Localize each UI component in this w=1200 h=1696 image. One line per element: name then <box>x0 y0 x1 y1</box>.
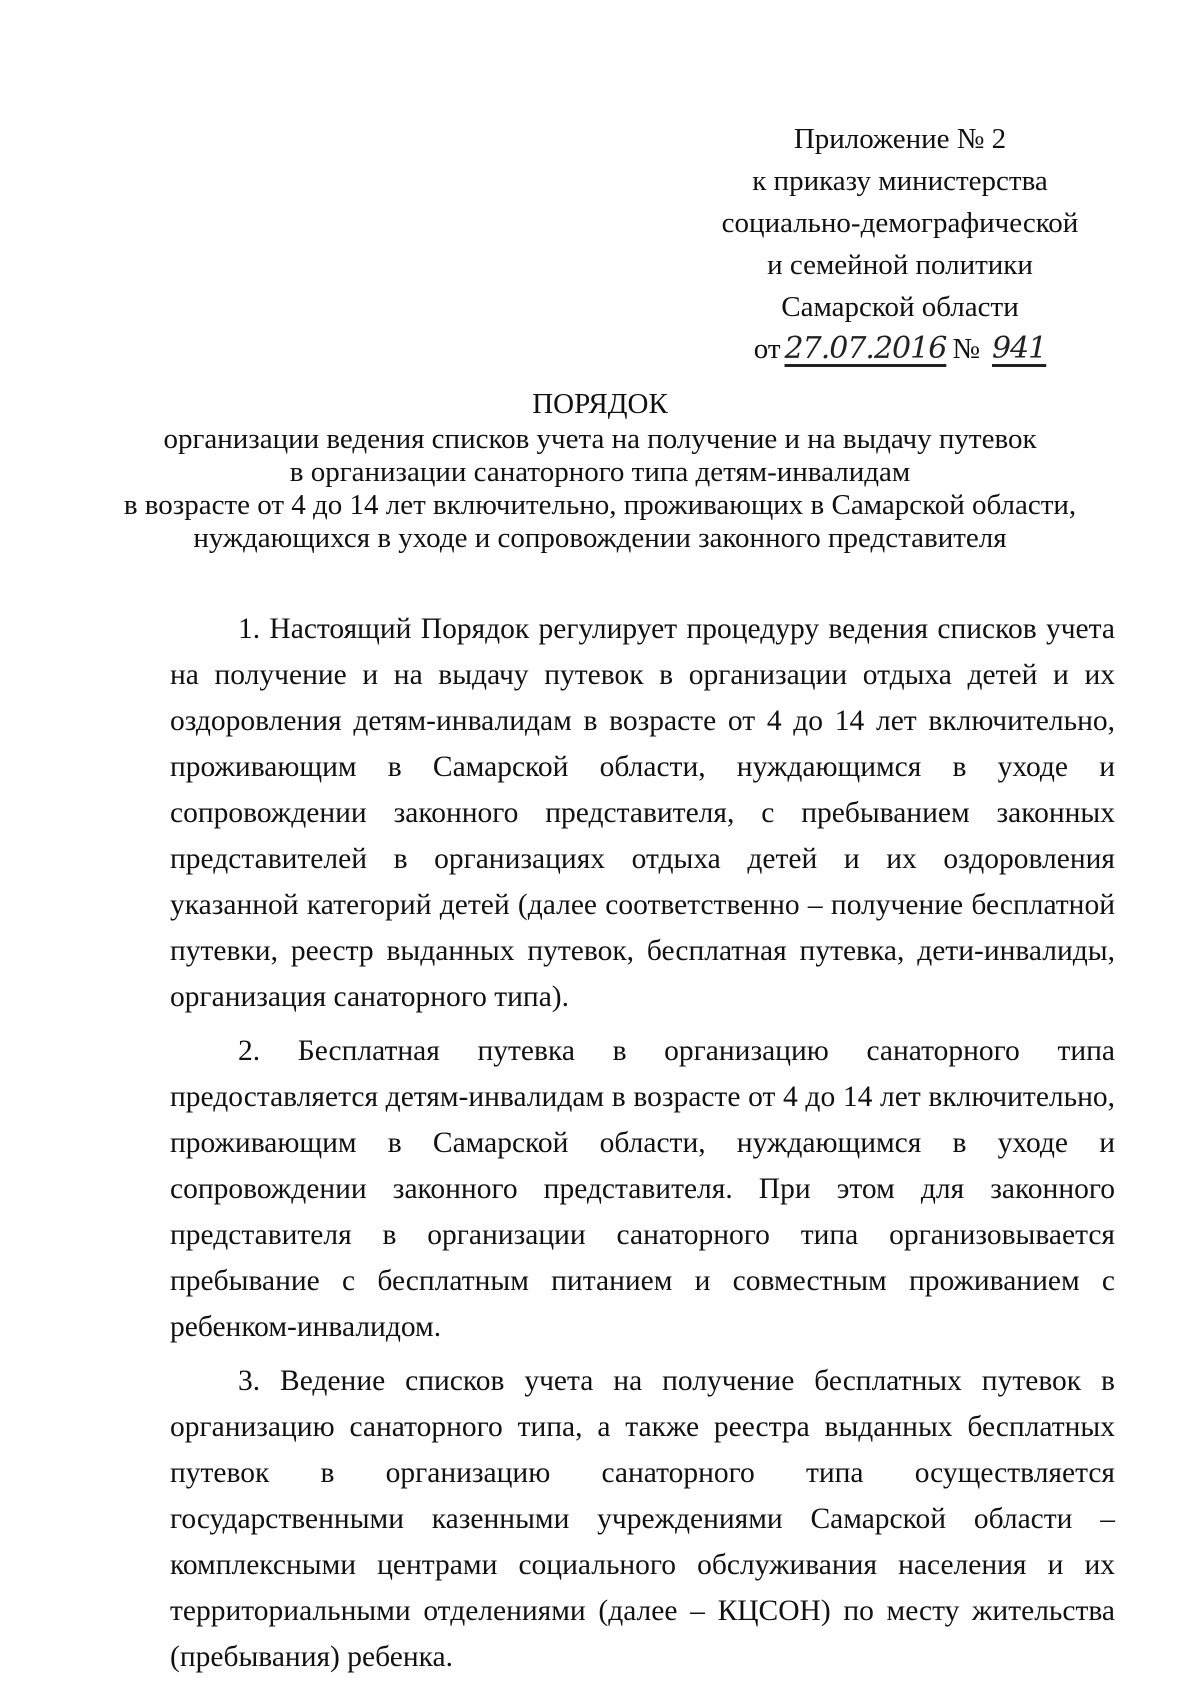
order-date-handwritten: 27.07.2016 <box>784 331 947 366</box>
title-line: нуждающихся в уходе и сопровождении законного представителя <box>193 522 1007 554</box>
order-number-sign: № <box>952 333 980 365</box>
title-line: организации ведения списков учета на получение и на выдачу путевок <box>163 423 1037 455</box>
order-reference <box>680 328 1120 370</box>
paragraph-2: 2. Бесплатная путевка в организацию санаторного типа предоставляется детям-инвалидам в возрасте от 4 до 14 лет включительно, проживающим в Самарской области, нуждающимся в уходе и сопровождении законного представителя. При этом для законного представителя в организации санаторного типа организовывается пребывание с бесплатным питанием и совместным проживанием с ребенком-инвалидом. <box>170 1035 1115 1343</box>
document-body <box>170 606 1115 1688</box>
document-title <box>60 388 1140 555</box>
title-line: в организации санаторного типа детям-инвалидам <box>289 456 911 488</box>
paragraph-3: 3. Ведение списков учета на получение бесплатных путевок в организацию санаторного типа, а также реестра выданных бесплатных путевок в организацию санаторного типа осуществляется государственными казенными учреждениями Самарской области – комплексными центрами социального обслуживания населения и их территориальными отделениями (далее – КЦСОН) по месту жительства (пребывания) ребенка. <box>170 1365 1115 1673</box>
appendix-header <box>680 118 1120 370</box>
paragraph-1: 1. Настоящий Порядок регулирует процедуру ведения списков учета на получение и на выдачу путевок в организации отдыха детей и их оздоровления детям-инвалидам в возрасте от 4 до 14 лет включительно, проживающим в Самарской области, нуждающимся в уходе и сопровождении законного представителя, с пребыванием законных представителей в организациях отдыха детей и их оздоровления указанной категорий детей (далее соответственно – получение бесплатной путевки, реестр выданных путевок, бесплатная путевка, дети-инвалиды, организация санаторного типа). <box>170 613 1115 1013</box>
appendix-line: и семейной политики <box>767 249 1033 281</box>
appendix-line: к приказу министерства <box>752 165 1048 197</box>
title-heading: ПОРЯДОК <box>532 388 668 420</box>
title-line: в возрасте от 4 до 14 лет включительно, проживающих в Самарской области, <box>123 489 1077 521</box>
order-prefix: от <box>753 333 781 365</box>
order-number-handwritten: 941 <box>991 331 1047 366</box>
appendix-line: Самарской области <box>781 291 1019 323</box>
appendix-line: Приложение № 2 <box>793 123 1007 155</box>
appendix-line: социально-демографической <box>721 207 1079 239</box>
